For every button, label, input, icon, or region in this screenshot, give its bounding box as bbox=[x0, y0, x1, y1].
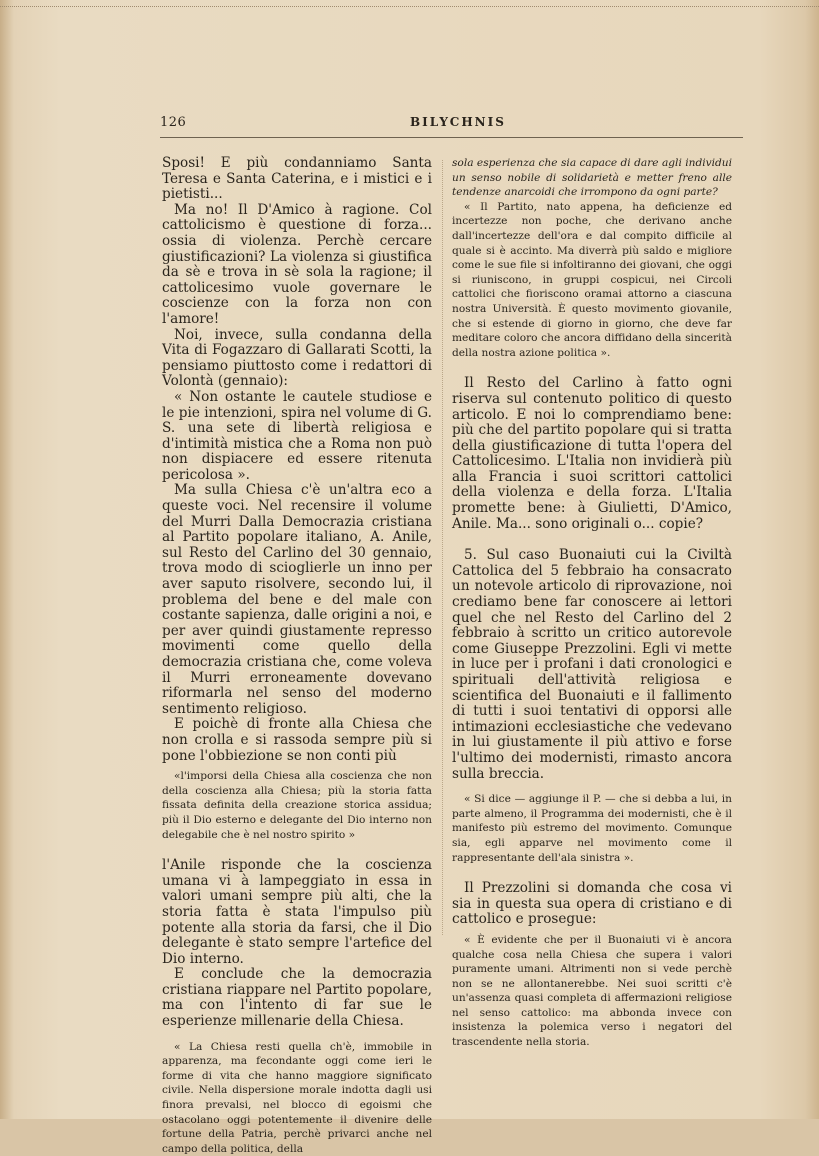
column-separator bbox=[442, 160, 443, 935]
left-column bbox=[162, 156, 432, 1156]
quotation-paragraph: sola esperienza che sia capace di dare agli individui un senso nobile di solidarietà e metter freno alle tendenze anarcoidi che irrompono da ogni parte? bbox=[452, 157, 732, 199]
quotation-paragraph: « La Chiesa resti quella ch'è, immobile in apparenza, ma fecondante oggi come ieri le forme di vita che hanno maggiore significato civile. Nella dispersione morale indotta dagli usi finora prevalsi, nel blocco di egoismi che ostacolano oggi potentemente il divenire delle fortune della Patria, perchè privarci anche nel campo della politica, della bbox=[162, 1040, 432, 1155]
quotation-paragraph: « È evidente che per il Buonaiuti vi è ancora qualche cosa nella Chiesa che supera i valori puramente umani. Altrimenti non si vede perchè non se ne allontanerebbe. Nei suoi scritti c'è un'assenza quasi completa di affermazioni religiose nel senso cattolico: ma abbonda invece con insistenza la polemica verso i negatori del trascendente nella storia. bbox=[452, 933, 732, 1049]
quotation-paragraph: « Il Partito, nato appena, ha deficienze ed incertezze non poche, che derivano anche dall'incertezze dell'ora e dal compito difficile al quale si è accinto. Ma diverrà più saldo e migliore come le sue file si infoltiranno dei giovani, che oggi si riuniscono, in gruppi cospicui, nei Circoli cattolici che fioriscono oramai attorno a ciascuna nostra Università. È questo movimento giovanile, che si estende di giorno in giorno, che deve far meditare coloro che ancora diffidano della sincerità della nostra azione politica ». bbox=[452, 200, 732, 359]
header-rule bbox=[160, 137, 743, 138]
body-paragraph: « Non ostante le cautele studiose e le pie intenzioni, spira nel volume di G. S. una sete di libertà religiosa e d'intimità mistica che a Roma non può non dispiacere ed essere ritenuta pericolosa ». bbox=[162, 388, 432, 483]
body-paragraph: Ma sulla Chiesa c'è un'altra eco a queste voci. Nel recensire il volume del Murri Dalla Democrazia cristiana al Partito popolare italiano, A. Anile, sul Resto del Carlino del 30 gennaio, trova modo di scioglierle un inno per aver saputo risolvere, secondo lui, il problema del bene e del male con costante sapienza, dalle origini a noi, e per aver quindi giustamente represso movimenti come quello della democrazia cristiana che, come voleva il Murri erroneamente dovevano riformarla nel senso del moderno sentimento religioso. bbox=[162, 482, 432, 717]
quotation-paragraph: « Si dice — aggiunge il P. — che si debba a lui, in parte almeno, il Programma dei modernisti, che è il manifesto più estremo del movimento. Comunque sia, egli apparve nel movimento come il rappresentante dell'ala sinistra ». bbox=[452, 793, 732, 864]
body-paragraph: Ma no! Il D'Amico à ragione. Col cattolicismo è questione di forza... ossia di violenza. Perchè cercare giustificazioni? La violenza si giustifica da sè e trova in sè sola la ragione; il cattolicesimo vuole governare le coscienze con la forza non con l'amore! bbox=[162, 201, 432, 327]
body-paragraph: Il Resto del Carlino à fatto ogni riserva sul contenuto politico di questo articolo. E noi lo comprendiamo bene: più che del partito popolare qui si tratta della giustificazione di tutta l'opera del Cattolicesimo. L'Italia non invidierà più alla Francia i suoi scrittori cattolici della violenza e della forza. L'Italia promette bene: à Giulietti, D'Amico, Anile. Ma... sono originali o... copie? bbox=[452, 375, 732, 532]
body-paragraph: l'Anile risponde che la coscienza umana vi à lampeggiato in essa in valori umani sempre più alti, che la storia fatta è stata l'impulso più potente alla storia da farsi, che il Dio delegante è stato sempre l'artefice del Dio interno. bbox=[162, 857, 432, 967]
page-header bbox=[160, 115, 740, 135]
right-column bbox=[452, 156, 732, 1050]
quotation-paragraph: «l'imporsi della Chiesa alla coscienza che non della coscienza alla Chiesa; più la storia fatta fissata definita della creazione storica assidua; più il Dio esterno e delegante del Dio interno non delegabile che è nel nostro spirito » bbox=[162, 770, 432, 841]
body-paragraph: Il Prezzolini si domanda che cosa vi sia in questa sua opera di cristiano e di cattolico e prosegue: bbox=[452, 880, 732, 928]
body-paragraph: E conclude che la democrazia cristiana riappare nel Partito popolare, ma con l'intento di far sue le esperienze millenarie della Chiesa. bbox=[162, 966, 432, 1030]
running-head: BILYCHNIS bbox=[410, 115, 506, 129]
body-paragraph: Noi, invece, sulla condanna della Vita di Fogazzaro di Gallarati Scotti, la pensiamo piuttosto come i redattori di Volontà (gennaio): bbox=[162, 326, 432, 390]
body-paragraph: E poichè di fronte alla Chiesa che non crolla e si rassoda sempre più si pone l'obbiezione se non conti più bbox=[162, 716, 432, 764]
page-number: 126 bbox=[160, 115, 187, 130]
body-paragraph: 5. Sul caso Buonaiuti cui la Civiltà Cattolica del 5 febbraio ha consacrato un notevole articolo di riprovazione, noi crediamo bene far conoscere ai lettori quel che nel Resto del Carlino del 2 febbraio à scritto un critico autorevole come Giuseppe Prezzolini. Egli vi mette in luce per i profani i dati cronologici e spirituali dell'attività religiosa e scientifica del Buonaiuti e il fallimento di tutti i suoi tentativi di opporsi alle intimazioni ecclesiastiche che vedevano in lui giustamente il più attivo e forse l'ultimo dei modernisti, rimasto ancora sulla breccia. bbox=[452, 547, 732, 782]
body-paragraph: Sposi! E più condanniamo Santa Teresa e Santa Caterina, e i mistici e i pietisti... bbox=[162, 155, 432, 203]
page-top-edge bbox=[0, 6, 819, 7]
